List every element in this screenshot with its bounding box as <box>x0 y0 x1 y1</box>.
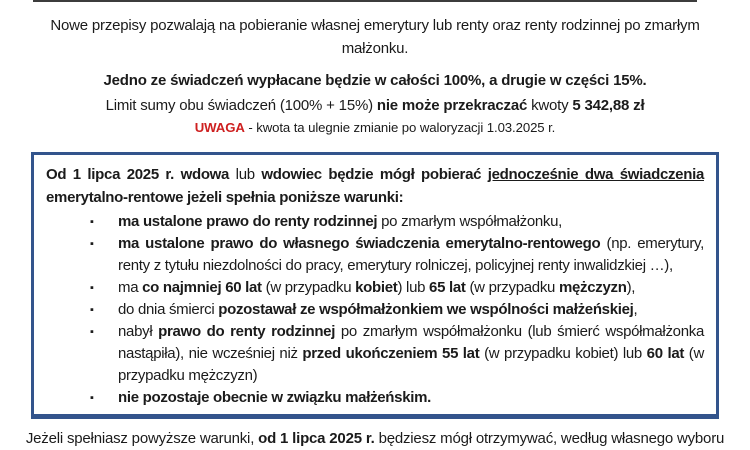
text-segment: (np. emerytury, renty z tytułu niezdolności do pracy, emerytury rolniczej, policyjnej renty inwalidzkiej …), <box>118 235 704 274</box>
text-segment: Od 1 lipca 2025 r. wdowa <box>46 166 230 183</box>
benefit-split-paragraph <box>0 69 750 92</box>
text-segment: do dnia śmierci <box>118 301 219 318</box>
list-item-text <box>118 387 704 409</box>
text-segment: ) lub <box>397 279 430 296</box>
text-segment: po zmarłym współmałżonku (lub śmierć współmałżonka nastąpiła), nie wcześniej niż <box>118 323 704 362</box>
square-bullet-icon: ▪ <box>90 326 94 338</box>
text-segment: 65 lat <box>429 279 466 296</box>
text-segment: co najmniej 60 lat <box>142 279 262 296</box>
text-segment: ), <box>626 279 636 296</box>
text-segment: jednocześnie dwa świadczenia <box>487 166 704 183</box>
text-segment: (w przypadku mężczyzn) <box>118 345 704 384</box>
list-item-text <box>118 211 704 233</box>
text-segment: Limit sumy obu świadczeń (100% + 15%) <box>105 97 377 114</box>
text-segment: Nowe przepisy pozwalają na pobieranie własnej emerytury lub renty oraz renty rodzinnej po zmarłym małżonku. <box>50 17 700 57</box>
text-segment: , <box>633 301 638 318</box>
text-segment: po zmarłym współmałżonku, <box>377 213 563 230</box>
square-bullet-icon: ▪ <box>90 392 94 404</box>
text-segment: lub <box>229 166 262 183</box>
text-segment: UWAGA <box>194 120 245 135</box>
footer-paragraph <box>0 428 750 450</box>
conditions-heading <box>46 163 704 209</box>
cropped-content-edge <box>33 0 697 2</box>
text-segment: (w przypadku <box>261 279 356 296</box>
list-item-text <box>118 277 704 299</box>
list-item <box>46 387 704 409</box>
text-segment: prawo do renty rodzinnej <box>158 323 336 340</box>
conditions-box <box>31 152 719 419</box>
text-segment: (w przypadku <box>465 279 559 296</box>
text-segment: kobiet <box>355 279 398 296</box>
square-bullet-icon: ▪ <box>90 304 94 316</box>
text-segment: nabył <box>118 323 159 340</box>
text-segment: - kwota ta ulegnie zmianie po waloryzacji 1.03.2025 r. <box>244 120 556 135</box>
text-segment: nie może przekraczać <box>376 97 528 114</box>
text-segment: Jedno ze świadczeń wypłacane będzie w całości 100%, a drugie w części 15%. <box>103 72 647 89</box>
text-segment: 5 342,88 zł <box>572 97 645 114</box>
text-segment: od 1 lipca 2025 r. <box>258 430 375 447</box>
text-segment: przed ukończeniem 55 lat <box>302 345 480 362</box>
text-segment: będziesz mógł otrzymywać, według własnego wyboru <box>374 430 725 447</box>
text-segment: kwoty <box>527 97 573 114</box>
text-segment: ma <box>118 279 143 296</box>
list-item-text <box>118 233 704 277</box>
text-segment: pozostawał ze współmałżonkiem we wspólności małżeńskiej <box>218 301 634 318</box>
text-segment: nie pozostaje obecnie w związku małżeńskim. <box>118 389 432 406</box>
text-segment: ma ustalone prawo do renty rodzinnej <box>118 213 378 230</box>
intro-paragraph <box>29 14 721 60</box>
square-bullet-icon: ▪ <box>90 216 94 228</box>
text-segment: emerytalno-rentowe jeżeli spełnia poniższe warunki: <box>46 189 404 206</box>
list-item <box>46 321 704 387</box>
warning-paragraph <box>0 118 750 138</box>
conditions-list <box>46 211 704 409</box>
list-item <box>46 233 704 277</box>
text-segment: ma ustalone prawo do własnego świadczenia emerytalno-rentowego <box>118 235 601 252</box>
text-segment: Jeżeli spełniasz powyższe warunki, <box>25 430 259 447</box>
text-segment: 60 lat <box>646 345 685 362</box>
text-segment: (w przypadku kobiet) lub <box>479 345 647 362</box>
square-bullet-icon: ▪ <box>90 238 94 250</box>
list-item-text <box>118 321 704 387</box>
list-item <box>46 211 704 233</box>
text-segment: mężczyzn <box>558 279 627 296</box>
list-item <box>46 277 704 299</box>
text-segment: wdowiec będzie mógł pobierać <box>261 166 488 183</box>
square-bullet-icon: ▪ <box>90 282 94 294</box>
list-item-text <box>118 299 704 321</box>
limit-paragraph <box>0 94 750 117</box>
list-item <box>46 299 704 321</box>
